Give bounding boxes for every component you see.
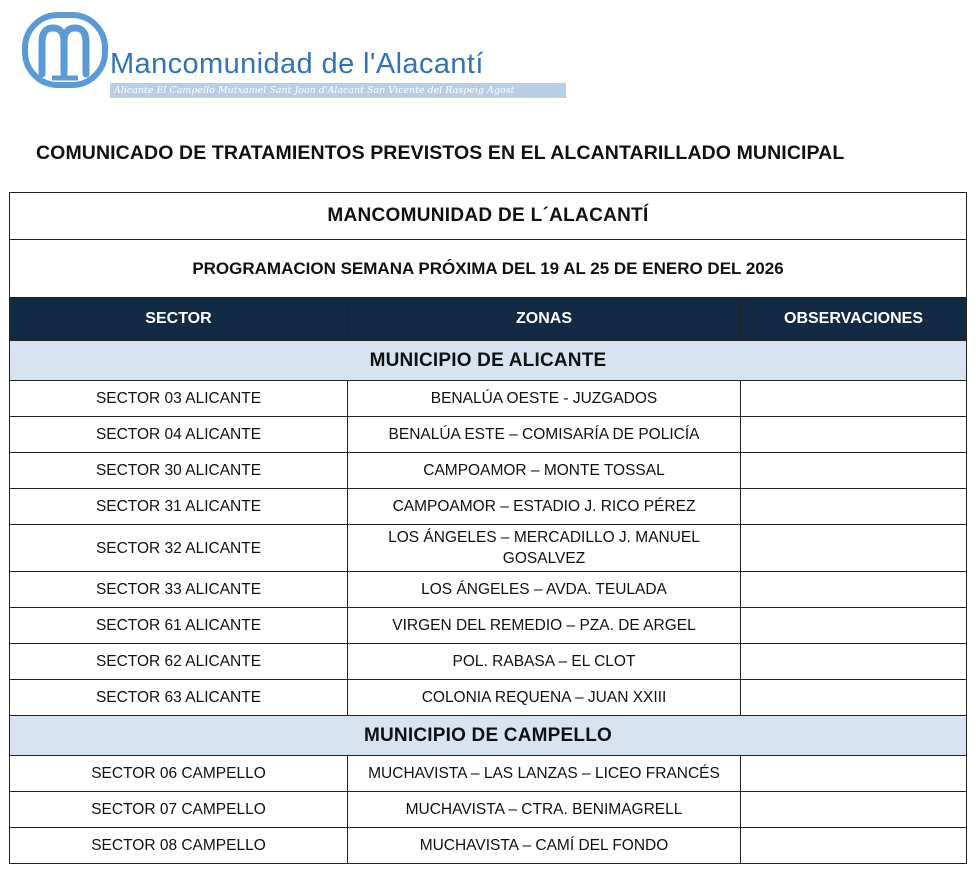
zona-cell: CAMPOAMOR – ESTADIO J. RICO PÉREZ (348, 489, 741, 525)
table-row (10, 828, 967, 864)
table-row (10, 572, 967, 608)
sector-cell: SECTOR 32 ALICANTE (10, 525, 348, 572)
table-row (10, 680, 967, 716)
observaciones-cell (741, 680, 967, 716)
table-row (10, 489, 967, 525)
municipality-title: MUNICIPIO DE CAMPELLO (10, 716, 967, 756)
mancomunidad-logo (22, 12, 582, 96)
municipality-row (10, 716, 967, 756)
observaciones-cell (741, 756, 967, 792)
logo-towns: Alicante El Campello Mutxamel Sant Joan d'Alacant San Vicente del Raspeig Agost (114, 85, 515, 96)
zona-cell: MUCHAVISTA – CAMÍ DEL FONDO (348, 828, 741, 864)
municipality-title: MUNICIPIO DE ALICANTE (10, 341, 967, 381)
zona-cell: CAMPOAMOR – MONTE TOSSAL (348, 453, 741, 489)
table-row (10, 792, 967, 828)
observaciones-cell (741, 525, 967, 572)
observaciones-cell (741, 489, 967, 525)
table-row (10, 608, 967, 644)
sector-cell: SECTOR 08 CAMPELLO (10, 828, 348, 864)
observaciones-cell (741, 381, 967, 417)
header-sector: SECTOR (10, 298, 348, 341)
zona-cell: POL. RABASA – EL CLOT (348, 644, 741, 680)
observaciones-cell (741, 572, 967, 608)
observaciones-cell (741, 417, 967, 453)
observaciones-cell (741, 644, 967, 680)
table-row (10, 381, 967, 417)
zona-cell: MUCHAVISTA – LAS LANZAS – LICEO FRANCÉS (348, 756, 741, 792)
table-row (10, 644, 967, 680)
sector-cell: SECTOR 62 ALICANTE (10, 644, 348, 680)
logo-towns-strip (110, 83, 566, 98)
zona-cell: COLONIA REQUENA – JUAN XXIII (348, 680, 741, 716)
zona-cell: MUCHAVISTA – CTRA. BENIMAGRELL (348, 792, 741, 828)
table-row (10, 417, 967, 453)
treatment-schedule-table (9, 192, 967, 864)
sector-cell: SECTOR 30 ALICANTE (10, 453, 348, 489)
org-title: MANCOMUNIDAD DE L´ALACANTÍ (10, 193, 967, 240)
week-title: PROGRAMACION SEMANA PRÓXIMA DEL 19 AL 25 DE ENERO DEL 2026 (10, 240, 967, 298)
mancomunidad-logo-icon (22, 12, 108, 88)
sector-cell: SECTOR 07 CAMPELLO (10, 792, 348, 828)
sector-cell: SECTOR 33 ALICANTE (10, 572, 348, 608)
observaciones-cell (741, 792, 967, 828)
logo-brand-name: Mancomunidad de l'Alacantí (110, 48, 484, 80)
municipality-row (10, 341, 967, 381)
sector-cell: SECTOR 03 ALICANTE (10, 381, 348, 417)
zona-cell: VIRGEN DEL REMEDIO – PZA. DE ARGEL (348, 608, 741, 644)
sector-cell: SECTOR 61 ALICANTE (10, 608, 348, 644)
table-row (10, 756, 967, 792)
sector-cell: SECTOR 04 ALICANTE (10, 417, 348, 453)
table-row (10, 453, 967, 489)
zona-cell: LOS ÁNGELES – MERCADILLO J. MANUEL GOSALVEZ (348, 525, 741, 572)
observaciones-cell (741, 828, 967, 864)
zona-cell: BENALÚA ESTE – COMISARÍA DE POLICÍA (348, 417, 741, 453)
zona-cell: BENALÚA OESTE - JUZGADOS (348, 381, 741, 417)
zona-cell: LOS ÁNGELES – AVDA. TEULADA (348, 572, 741, 608)
sector-cell: SECTOR 31 ALICANTE (10, 489, 348, 525)
document-title: COMUNICADO DE TRATAMIENTOS PREVISTOS EN EL ALCANTARILLADO MUNICIPAL (36, 142, 845, 164)
header-observaciones: OBSERVACIONES (741, 298, 967, 341)
observaciones-cell (741, 453, 967, 489)
sector-cell: SECTOR 06 CAMPELLO (10, 756, 348, 792)
observaciones-cell (741, 608, 967, 644)
header-zonas: ZONAS (348, 298, 741, 341)
table-header-row (10, 298, 967, 341)
table-row (10, 525, 967, 572)
sector-cell: SECTOR 63 ALICANTE (10, 680, 348, 716)
